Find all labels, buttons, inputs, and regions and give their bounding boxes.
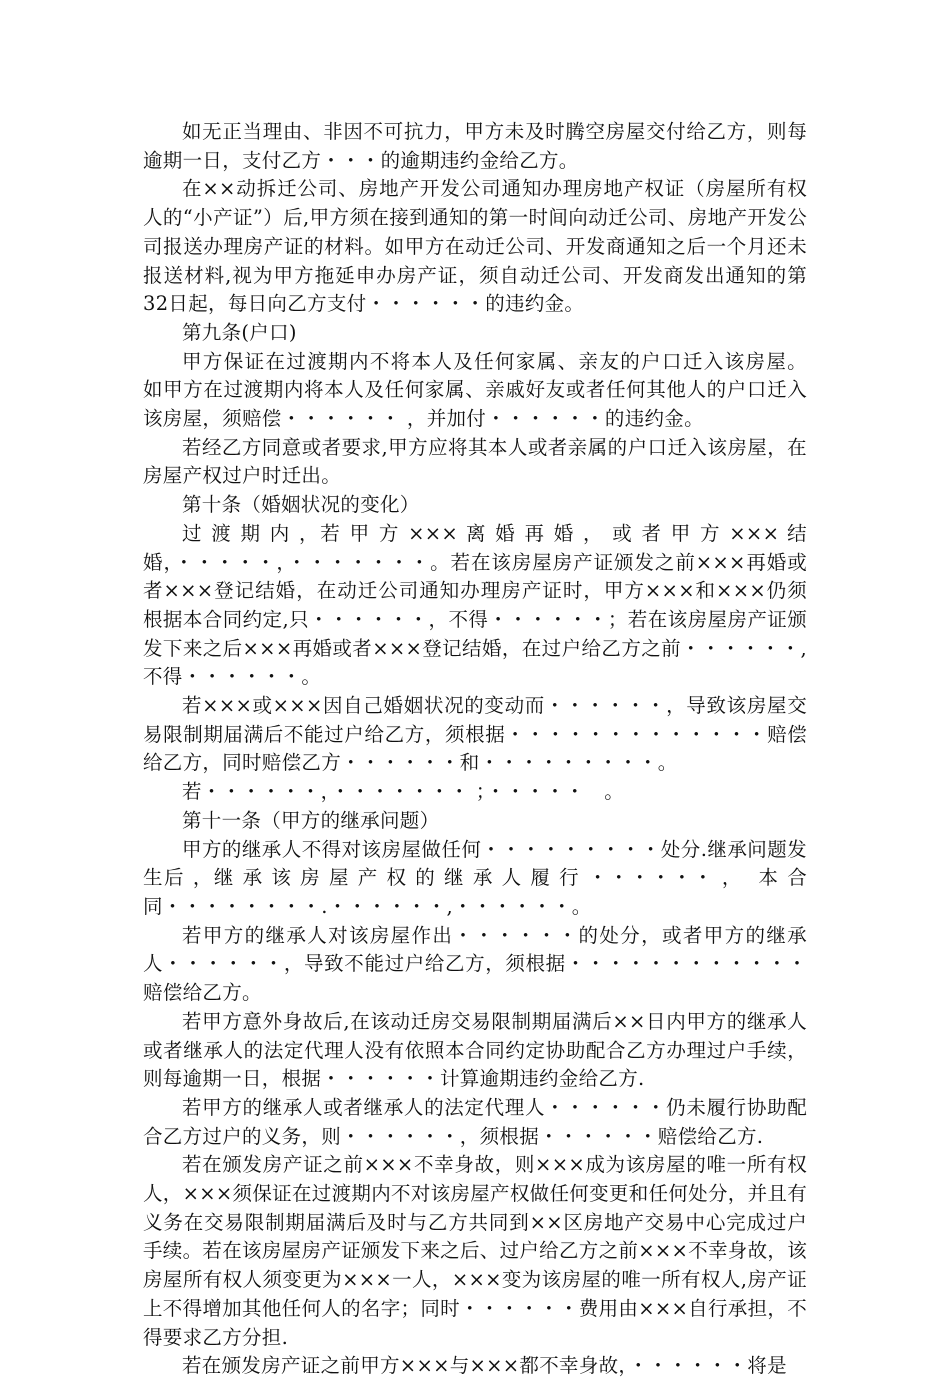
paragraph-property-certificate: 在××动拆迁公司、房地产开发公司通知办理房地产权证（房屋所有权人的“小产证”）后,甲方须在接到通知的第一时间向动迁公司、房地产开发公司报送办理房产证的材料。如甲方在动迁公司、开发商通知之后一个月还未报送材料,视为甲方拖延申办房产证，须自动迁公司、开发商发出通知的第32日起，每日向乙方支付・・・・・・的违约金。 <box>143 177 807 316</box>
paragraph-both-deceased: 若在颁发房产证之前甲方×××与×××都不幸身故，・・・・・・将是 <box>182 1354 787 1378</box>
article-10-heading: 第十条（婚姻状况的变化） <box>182 493 420 517</box>
paragraph-household-consent: 若经乙方同意或者要求,甲方应将其本人或者亲属的户口迁入该房屋，在房屋产权过户时迁出。 <box>143 435 807 488</box>
article-11-heading: 第十一条（甲方的继承问题） <box>182 808 440 832</box>
paragraph-heir-delay-penalty: 若甲方意外身故后,在该动迁房交易限制期届满后××日内甲方的继承人或者继承人的法定代理人没有依照本合同约定协助配合乙方办理过户手续，则每逾期一日，根据・・・・・・计算逾期违约金给乙方. <box>143 1009 807 1091</box>
document-page <box>143 118 820 1381</box>
paragraph-marital-compensation: 若×××或×××因自己婚姻状况的变动而・・・・・・，导致该房屋交易限制期届满后不能过户给乙方，须根据・・・・・・・・・・・・・赔偿给乙方，同时赔偿乙方・・・・・・和・・・・・・・・・。 <box>143 694 807 775</box>
article-9-heading: 第九条(户口) <box>182 320 297 344</box>
paragraph-late-delivery-penalty: 如无正当理由、非因不可抗力，甲方未及时腾空房屋交付给乙方，则每逾期一日，支付乙方・・・的逾期违约金给乙方。 <box>143 120 807 172</box>
paragraph-household-registration: 甲方保证在过渡期内不将本人及任何家属、亲友的户口迁入该房屋。 如甲方在过渡期内将本人及任何家属、亲戚好友或者任何其他人的户口迁入该房屋，须赔偿・・・・・・ ，并加付・・・・・・的违约金。 <box>143 349 820 431</box>
paragraph-heir-disposal: 甲方的继承人不得对该房屋做任何・・・・・・・・・处分.继承问题发生后 ，继 承 该 房 屋 产 权 的 继 承 人 履 行 ・・・・・・ ， 本 合 同・・・・・・・・.・・・・・・,・・・・・・。 <box>143 837 814 918</box>
paragraph-marital-other: 若・・・・・・，・・・・・・・ ；・・・・・ 。 <box>182 780 625 804</box>
paragraph-sole-owner: 若在颁发房产证之前×××不幸身故，则×××成为该房屋的唯一所有权人，×××须保证在过渡期内不对该房屋产权做任何变更和任何处分，并且有义务在交易限制期届满后及时与乙方共同到××区房地产交易中心完成过户手续。若在该房屋房产证颁发下来之后、过户给乙方之前×××不幸身故，该房屋所有权人须变更为×××一人，×××变为该房屋的唯一所有权人,房产证上不得增加其他任何人的名字；同时・・・・・・费用由×××自行承担，不得要求乙方分担. <box>143 1153 807 1349</box>
paragraph-heir-compensation: 若甲方的继承人对该房屋作出・・・・・・的处分，或者甲方的继承人・・・・・・，导致不能过户给乙方，须根据・・・・・・・・・・・・赔偿给乙方。 <box>143 923 807 1005</box>
paragraph-marital-change: 过 渡 期 内 ，若 甲 方 ××× 离 婚 再 婚 ， 或 者 甲 方 ××× 结婚，・・・・・，・・・・・・・。若在该房屋房产证颁发之前×××再婚或者×××登记结婚，在动迁公司通知办理房产证时，甲方×××和×××仍须根据本合同约定,只・・・・・・，不得・・・・・・；若在该房屋房产证颁发下来之后×××再婚或者×××登记结婚，在过户给乙方之前・・・・・・,不得・・・・・・。 <box>143 521 807 689</box>
paragraph-heir-obligation: 若甲方的继承人或者继承人的法定代理人・・・・・・仍未履行协助配合乙方过户的义务，则・・・・・・，须根据・・・・・・赔偿给乙方. <box>143 1095 807 1148</box>
